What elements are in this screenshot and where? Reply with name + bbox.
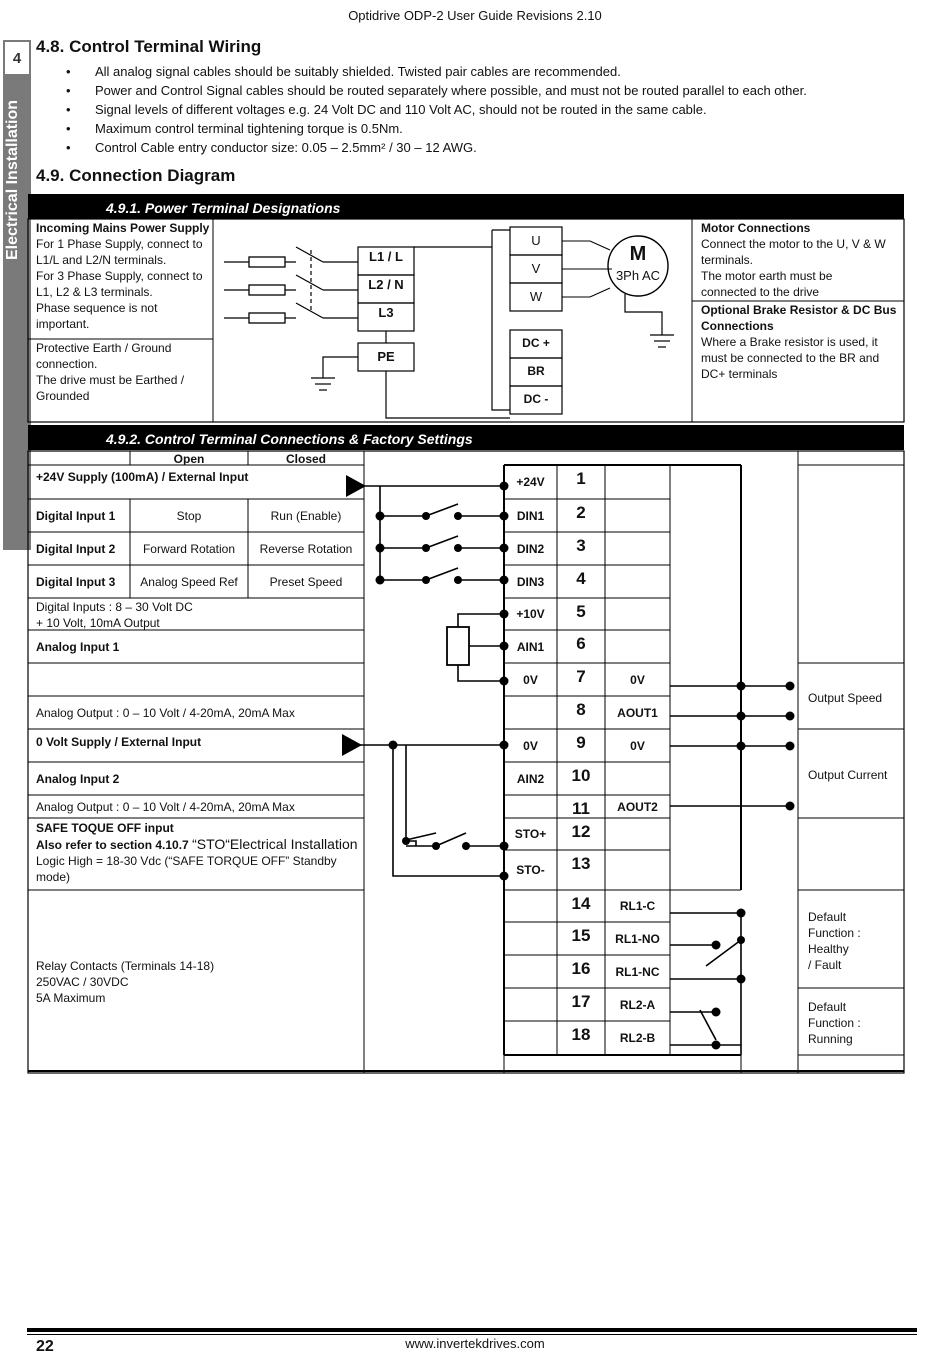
terminal-number: 11 — [572, 799, 590, 818]
terminal-label: STO- — [516, 863, 545, 877]
terminal-label: DIN2 — [516, 541, 545, 556]
zero-volt-label: 0 Volt Supply / External Input — [36, 735, 202, 749]
output-speed-label: Output Speed — [808, 691, 883, 705]
supply-24v-label: +24V Supply (100mA) / External Input — [36, 470, 249, 484]
bullet-item: • Power and Control Signal cables should be routed separately where possible, and must not be routed parallel to each other. — [66, 83, 926, 102]
chapter-label: Electrical Installation — [4, 99, 21, 260]
terminal-number: 16 — [571, 959, 591, 978]
motor-earth-icon — [625, 294, 674, 347]
terminal-br: BR — [527, 364, 545, 378]
bullet-item: • All analog signal cables should be suitably shielded. Twisted pair cables are recommended. — [66, 64, 926, 83]
bullet-item: • Control Cable entry conductor size: 0.05 – 2.5mm² / 30 – 12 AWG. — [66, 140, 926, 159]
analog-input-2: Analog Input 2 — [36, 772, 120, 786]
terminal-l2: L2 / N — [368, 277, 404, 292]
footer-url: www.invertekdrives.com — [405, 1336, 545, 1351]
motor-connections-note: Motor Connections Connect the motor to the U, V & W terminals. The motor earth must be connected to the drive — [701, 221, 886, 299]
potentiometer-icon — [447, 627, 469, 665]
terminal-function: RL2-B — [619, 1031, 656, 1045]
terminal-function: RL2-A — [619, 997, 656, 1012]
terminal-number: 5 — [576, 602, 586, 621]
arrow-icon — [346, 475, 366, 497]
earth-icon — [311, 357, 358, 390]
terminal-function: 0V — [630, 738, 645, 753]
earth-note: Protective Earth / Ground connection. The drive must be Earthed / Grounded — [36, 341, 185, 403]
din1-open: Stop — [176, 509, 202, 523]
terminal-number: 15 — [571, 926, 591, 945]
terminal-number: 8 — [576, 700, 586, 719]
col-closed-header: Closed — [285, 452, 326, 466]
terminal-number: 9 — [576, 733, 586, 752]
terminal-l3: L3 — [378, 305, 394, 320]
di-spec: Digital Inputs : 8 – 30 Volt DC + 10 Volt, 10mA Output — [36, 600, 193, 630]
output-current-label: Output Current — [808, 768, 888, 782]
terminal-dc-plus: DC + — [522, 336, 550, 350]
arrow-icon — [342, 734, 362, 756]
terminal-function: AOUT1 — [617, 705, 658, 720]
terminal-u: U — [531, 233, 541, 248]
control-section-bar: 4.9.2. Control Terminal Connections & Factory Settings — [28, 425, 904, 450]
page-number: 22 — [36, 1338, 54, 1355]
terminal-number: 7 — [576, 667, 586, 686]
relay-note: Relay Contacts (Terminals 14-18) 250VAC / 30VDC 5A Maximum — [36, 959, 215, 1005]
section-48-title: 4.8. Control Terminal Wiring — [36, 37, 262, 56]
brake-resistor-note: Optional Brake Resistor & DC Bus Connections Where a Brake resistor is used, it must be connected to the BR and DC+ terminals — [701, 303, 897, 381]
terminal-number: 10 — [571, 766, 591, 785]
terminal-function: RL1-C — [619, 899, 656, 913]
terminal-number: 17 — [571, 992, 591, 1011]
page-header: Optidrive ODP-2 User Guide Revisions 2.10 — [348, 8, 602, 23]
fuse-icon — [224, 257, 296, 323]
terminal-label: DIN1 — [516, 508, 545, 523]
terminal-label: DIN3 — [516, 574, 545, 589]
footer-rule-thin — [27, 1334, 917, 1335]
sto-note: SAFE TOQUE OFF input Also refer to section 4.10.7 “STO“Electrical Installation Logic High = 18-30 Vdc (“SAFE TORQUE OFF” Standby mode) — [36, 821, 358, 884]
terminal-number: 18 — [571, 1025, 591, 1044]
analog-output-2: Analog Output : 0 – 10 Volt / 4-20mA, 20mA Max — [36, 800, 295, 814]
chapter-number: 4 — [3, 40, 31, 76]
section-49-title: 4.9. Connection Diagram — [36, 166, 236, 185]
terminal-number: 1 — [576, 469, 586, 488]
isolator-switch-icon — [296, 247, 358, 318]
motor-label: 3Ph AC — [615, 268, 661, 283]
terminal-label: AIN2 — [516, 771, 545, 786]
terminal-label: 0V — [523, 738, 538, 753]
relay2-function: Default Function : Running — [808, 1000, 861, 1046]
bullet-item: • Signal levels of different voltages e.g. 24 Volt DC and 110 Volt AC, should not be routed in the same cable. — [66, 102, 926, 121]
mains-supply-note: Incoming Mains Power Supply For 1 Phase Supply, connect to L1/L and L2/N terminals. For 3 Phase Supply, connect to L1, L2 & L3 terminals. Phase sequence is not important. — [36, 221, 210, 331]
analog-input-1: Analog Input 1 — [36, 640, 120, 654]
terminal-label: 0V — [523, 672, 538, 687]
footer-rule — [27, 1328, 917, 1332]
terminal-pe: PE — [377, 349, 395, 364]
terminal-function: 0V — [630, 672, 645, 687]
terminal-number: 6 — [576, 634, 586, 653]
terminal-number: 4 — [576, 569, 586, 588]
din1-closed: Run (Enable) — [270, 509, 342, 523]
din3-name: Digital Input 3 — [36, 575, 116, 589]
col-open-header: Open — [173, 452, 205, 466]
terminal-l1: L1 / L — [369, 249, 403, 264]
bullet-item: • Maximum control terminal tightening torque is 0.5Nm. — [66, 121, 926, 140]
terminal-function: RL1-NO — [615, 931, 660, 946]
analog-output-1: Analog Output : 0 – 10 Volt / 4-20mA, 20mA Max — [36, 706, 295, 720]
din2-closed: Reverse Rotation — [259, 542, 353, 556]
din2-name: Digital Input 2 — [36, 542, 116, 556]
din3-open: Analog Speed Ref — [140, 575, 238, 589]
din3-closed: Preset Speed — [269, 575, 343, 589]
power-section-bar: 4.9.1. Power Terminal Designations — [28, 194, 904, 219]
din1-name: Digital Input 1 — [36, 509, 116, 523]
terminal-label: +10V — [516, 607, 545, 621]
terminal-function: AOUT2 — [617, 799, 658, 814]
terminal-number: 14 — [571, 894, 591, 913]
din2-open: Forward Rotation — [142, 542, 236, 556]
terminal-label: STO+ — [514, 827, 547, 841]
terminal-label: +24V — [516, 475, 545, 489]
terminal-v: V — [531, 261, 541, 276]
relay1-function: Default Function : Healthy / Fault — [808, 910, 861, 972]
terminal-number: 13 — [571, 854, 591, 873]
terminal-number: 2 — [576, 503, 586, 522]
terminal-number: 12 — [571, 822, 591, 841]
terminal-label: AIN1 — [516, 639, 545, 654]
terminal-dc-minus: DC - — [523, 392, 549, 406]
terminal-number: 3 — [576, 536, 586, 555]
terminal-function: RL1-NC — [615, 964, 660, 979]
motor-symbol: M — [629, 243, 647, 265]
terminal-w: W — [529, 289, 543, 304]
